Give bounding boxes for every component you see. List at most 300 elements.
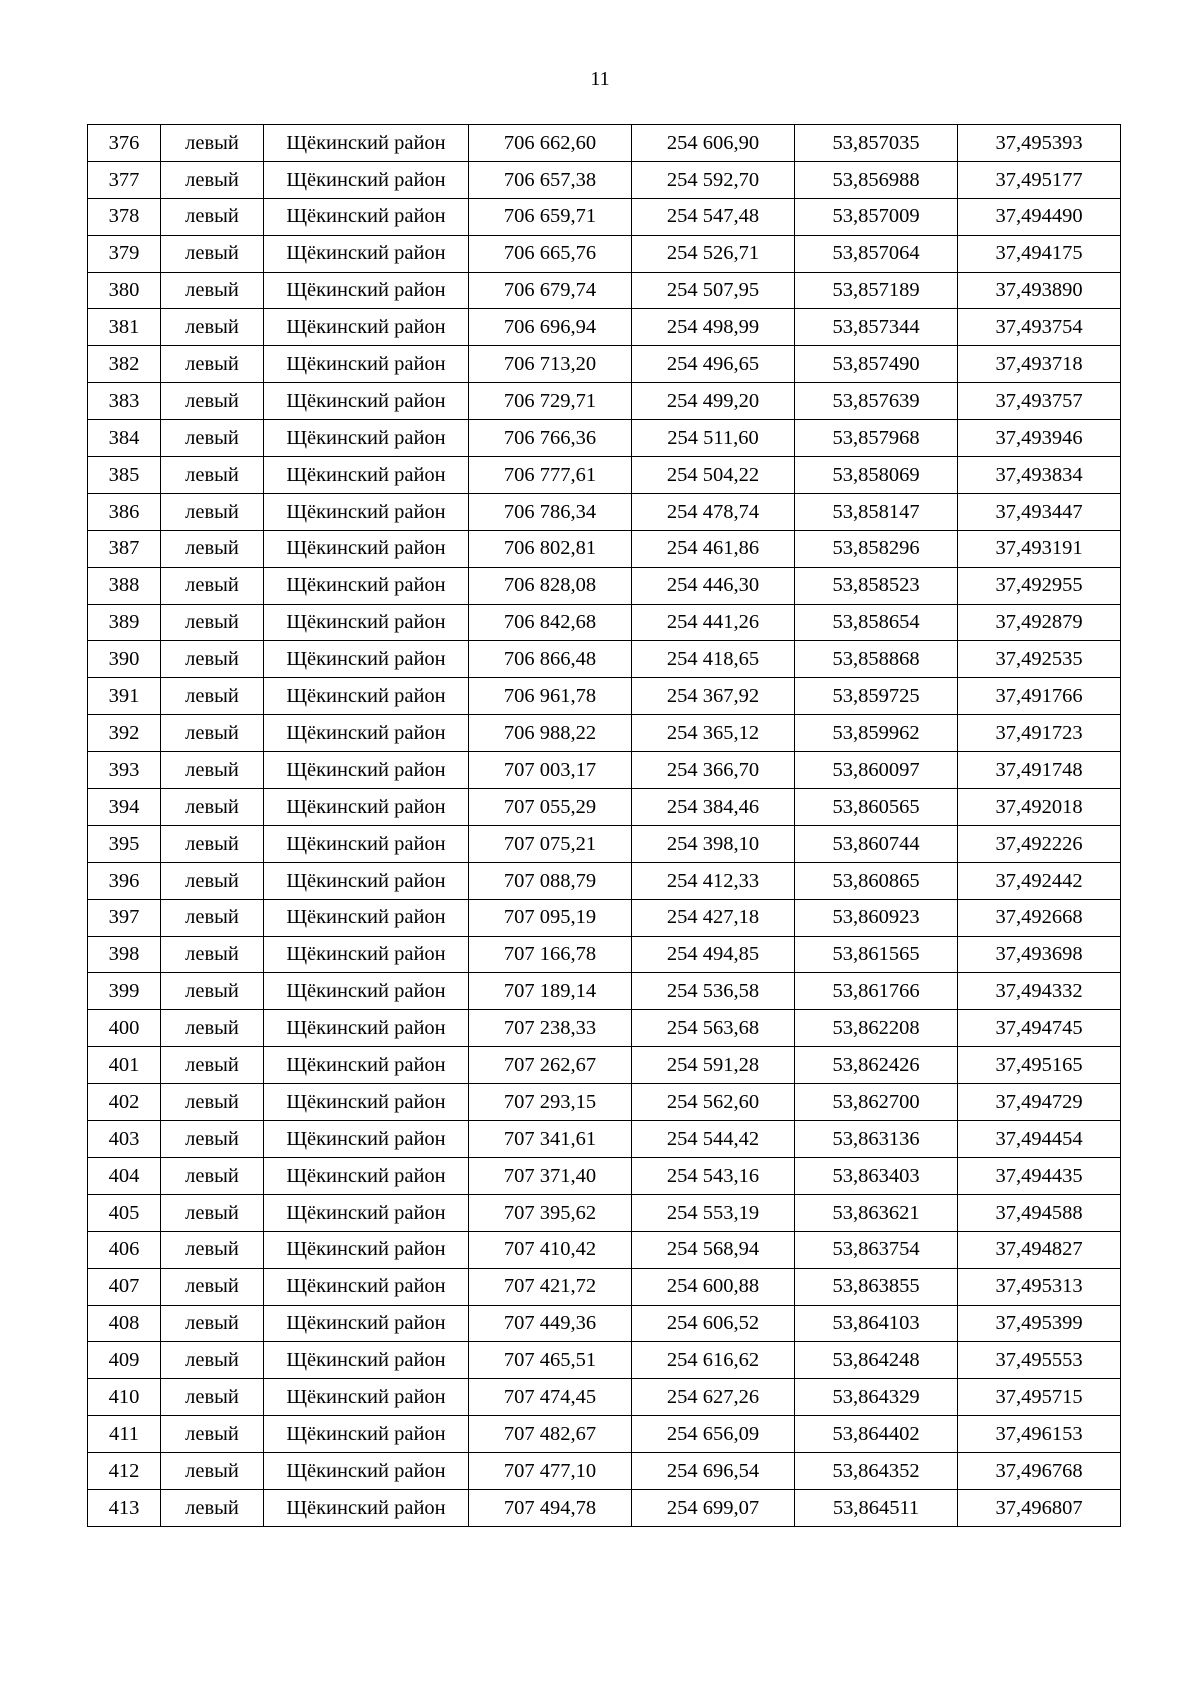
bank-side-cell: левый — [161, 1416, 264, 1453]
latitude-cell: 53,858523 — [795, 567, 958, 604]
y-coordinate-cell: 254 412,33 — [632, 862, 795, 899]
district-cell: Щёкинский район — [264, 1047, 469, 1084]
y-coordinate-cell: 254 591,28 — [632, 1047, 795, 1084]
x-coordinate-cell: 707 189,14 — [469, 973, 632, 1010]
district-cell: Щёкинский район — [264, 198, 469, 235]
point-number-cell: 376 — [88, 125, 161, 162]
latitude-cell: 53,857639 — [795, 383, 958, 420]
latitude-cell: 53,861565 — [795, 936, 958, 973]
table-row — [88, 678, 1121, 715]
longitude-cell: 37,494175 — [958, 235, 1121, 272]
district-cell: Щёкинский район — [264, 1268, 469, 1305]
table-row — [88, 862, 1121, 899]
longitude-cell: 37,494435 — [958, 1157, 1121, 1194]
latitude-cell: 53,860097 — [795, 752, 958, 789]
longitude-cell: 37,492226 — [958, 825, 1121, 862]
district-cell: Щёкинский район — [264, 457, 469, 494]
district-cell: Щёкинский район — [264, 1010, 469, 1047]
point-number-cell: 406 — [88, 1231, 161, 1268]
longitude-cell: 37,496768 — [958, 1453, 1121, 1490]
longitude-cell: 37,493447 — [958, 493, 1121, 530]
table-row — [88, 936, 1121, 973]
point-number-cell: 388 — [88, 567, 161, 604]
point-number-cell: 383 — [88, 383, 161, 420]
y-coordinate-cell: 254 699,07 — [632, 1489, 795, 1526]
longitude-cell: 37,493890 — [958, 272, 1121, 309]
table-row — [88, 641, 1121, 678]
table-row — [88, 1194, 1121, 1231]
point-number-cell: 385 — [88, 457, 161, 494]
latitude-cell: 53,860744 — [795, 825, 958, 862]
district-cell: Щёкинский район — [264, 309, 469, 346]
longitude-cell: 37,495393 — [958, 125, 1121, 162]
y-coordinate-cell: 254 365,12 — [632, 715, 795, 752]
district-cell: Щёкинский район — [264, 1416, 469, 1453]
bank-side-cell: левый — [161, 198, 264, 235]
y-coordinate-cell: 254 616,62 — [632, 1342, 795, 1379]
district-cell: Щёкинский район — [264, 899, 469, 936]
point-number-cell: 410 — [88, 1379, 161, 1416]
point-number-cell: 381 — [88, 309, 161, 346]
table-row — [88, 235, 1121, 272]
table-body — [88, 125, 1121, 1527]
x-coordinate-cell: 707 395,62 — [469, 1194, 632, 1231]
district-cell: Щёкинский район — [264, 1194, 469, 1231]
y-coordinate-cell: 254 384,46 — [632, 789, 795, 826]
longitude-cell: 37,494588 — [958, 1194, 1121, 1231]
point-number-cell: 405 — [88, 1194, 161, 1231]
x-coordinate-cell: 707 088,79 — [469, 862, 632, 899]
x-coordinate-cell: 707 293,15 — [469, 1084, 632, 1121]
district-cell: Щёкинский район — [264, 715, 469, 752]
bank-side-cell: левый — [161, 420, 264, 457]
x-coordinate-cell: 706 961,78 — [469, 678, 632, 715]
latitude-cell: 53,864248 — [795, 1342, 958, 1379]
latitude-cell: 53,858868 — [795, 641, 958, 678]
district-cell: Щёкинский район — [264, 752, 469, 789]
district-cell: Щёкинский район — [264, 125, 469, 162]
longitude-cell: 37,491748 — [958, 752, 1121, 789]
bank-side-cell: левый — [161, 161, 264, 198]
latitude-cell: 53,864352 — [795, 1453, 958, 1490]
district-cell: Щёкинский район — [264, 825, 469, 862]
table-row — [88, 161, 1121, 198]
district-cell: Щёкинский район — [264, 973, 469, 1010]
district-cell: Щёкинский район — [264, 1084, 469, 1121]
longitude-cell: 37,495399 — [958, 1305, 1121, 1342]
bank-side-cell: левый — [161, 752, 264, 789]
longitude-cell: 37,492668 — [958, 899, 1121, 936]
y-coordinate-cell: 254 563,68 — [632, 1010, 795, 1047]
latitude-cell: 53,861766 — [795, 973, 958, 1010]
table-row — [88, 789, 1121, 826]
table-row — [88, 973, 1121, 1010]
table-row — [88, 493, 1121, 530]
longitude-cell: 37,492955 — [958, 567, 1121, 604]
bank-side-cell: левый — [161, 235, 264, 272]
latitude-cell: 53,857189 — [795, 272, 958, 309]
point-number-cell: 377 — [88, 161, 161, 198]
point-number-cell: 409 — [88, 1342, 161, 1379]
table-row — [88, 899, 1121, 936]
x-coordinate-cell: 706 786,34 — [469, 493, 632, 530]
bank-side-cell: левый — [161, 309, 264, 346]
point-number-cell: 392 — [88, 715, 161, 752]
point-number-cell: 380 — [88, 272, 161, 309]
point-number-cell: 396 — [88, 862, 161, 899]
y-coordinate-cell: 254 441,26 — [632, 604, 795, 641]
point-number-cell: 400 — [88, 1010, 161, 1047]
x-coordinate-cell: 707 410,42 — [469, 1231, 632, 1268]
y-coordinate-cell: 254 544,42 — [632, 1121, 795, 1158]
bank-side-cell: левый — [161, 1342, 264, 1379]
district-cell: Щёкинский район — [264, 789, 469, 826]
point-number-cell: 402 — [88, 1084, 161, 1121]
latitude-cell: 53,856988 — [795, 161, 958, 198]
point-number-cell: 413 — [88, 1489, 161, 1526]
x-coordinate-cell: 707 371,40 — [469, 1157, 632, 1194]
longitude-cell: 37,494729 — [958, 1084, 1121, 1121]
table-row — [88, 825, 1121, 862]
longitude-cell: 37,494745 — [958, 1010, 1121, 1047]
latitude-cell: 53,863754 — [795, 1231, 958, 1268]
district-cell: Щёкинский район — [264, 420, 469, 457]
latitude-cell: 53,864402 — [795, 1416, 958, 1453]
latitude-cell: 53,864329 — [795, 1379, 958, 1416]
table-row — [88, 1379, 1121, 1416]
point-number-cell: 391 — [88, 678, 161, 715]
longitude-cell: 37,492879 — [958, 604, 1121, 641]
y-coordinate-cell: 254 547,48 — [632, 198, 795, 235]
y-coordinate-cell: 254 446,30 — [632, 567, 795, 604]
table-row — [88, 198, 1121, 235]
bank-side-cell: левый — [161, 125, 264, 162]
bank-side-cell: левый — [161, 678, 264, 715]
y-coordinate-cell: 254 543,16 — [632, 1157, 795, 1194]
point-number-cell: 378 — [88, 198, 161, 235]
x-coordinate-cell: 706 988,22 — [469, 715, 632, 752]
latitude-cell: 53,863621 — [795, 1194, 958, 1231]
y-coordinate-cell: 254 600,88 — [632, 1268, 795, 1305]
district-cell: Щёкинский район — [264, 604, 469, 641]
x-coordinate-cell: 707 166,78 — [469, 936, 632, 973]
longitude-cell: 37,496153 — [958, 1416, 1121, 1453]
longitude-cell: 37,493754 — [958, 309, 1121, 346]
y-coordinate-cell: 254 418,65 — [632, 641, 795, 678]
bank-side-cell: левый — [161, 825, 264, 862]
y-coordinate-cell: 254 511,60 — [632, 420, 795, 457]
point-number-cell: 379 — [88, 235, 161, 272]
point-number-cell: 403 — [88, 1121, 161, 1158]
y-coordinate-cell: 254 507,95 — [632, 272, 795, 309]
x-coordinate-cell: 707 421,72 — [469, 1268, 632, 1305]
bank-side-cell: левый — [161, 1305, 264, 1342]
bank-side-cell: левый — [161, 383, 264, 420]
point-number-cell: 398 — [88, 936, 161, 973]
longitude-cell: 37,496807 — [958, 1489, 1121, 1526]
longitude-cell: 37,494490 — [958, 198, 1121, 235]
longitude-cell: 37,494332 — [958, 973, 1121, 1010]
table-row — [88, 1121, 1121, 1158]
y-coordinate-cell: 254 496,65 — [632, 346, 795, 383]
point-number-cell: 384 — [88, 420, 161, 457]
x-coordinate-cell: 707 238,33 — [469, 1010, 632, 1047]
table-row — [88, 1416, 1121, 1453]
latitude-cell: 53,858069 — [795, 457, 958, 494]
x-coordinate-cell: 707 341,61 — [469, 1121, 632, 1158]
longitude-cell: 37,495553 — [958, 1342, 1121, 1379]
latitude-cell: 53,858654 — [795, 604, 958, 641]
bank-side-cell: левый — [161, 567, 264, 604]
bank-side-cell: левый — [161, 1268, 264, 1305]
longitude-cell: 37,493191 — [958, 530, 1121, 567]
longitude-cell: 37,492535 — [958, 641, 1121, 678]
point-number-cell: 407 — [88, 1268, 161, 1305]
table-row — [88, 567, 1121, 604]
point-number-cell: 404 — [88, 1157, 161, 1194]
y-coordinate-cell: 254 696,54 — [632, 1453, 795, 1490]
table-row — [88, 457, 1121, 494]
table-row — [88, 1157, 1121, 1194]
y-coordinate-cell: 254 494,85 — [632, 936, 795, 973]
point-number-cell: 390 — [88, 641, 161, 678]
point-number-cell: 401 — [88, 1047, 161, 1084]
bank-side-cell: левый — [161, 1084, 264, 1121]
longitude-cell: 37,493946 — [958, 420, 1121, 457]
x-coordinate-cell: 706 659,71 — [469, 198, 632, 235]
y-coordinate-cell: 254 367,92 — [632, 678, 795, 715]
district-cell: Щёкинский район — [264, 1305, 469, 1342]
latitude-cell: 53,863855 — [795, 1268, 958, 1305]
longitude-cell: 37,494454 — [958, 1121, 1121, 1158]
latitude-cell: 53,858147 — [795, 493, 958, 530]
y-coordinate-cell: 254 498,99 — [632, 309, 795, 346]
longitude-cell: 37,493718 — [958, 346, 1121, 383]
latitude-cell: 53,857968 — [795, 420, 958, 457]
y-coordinate-cell: 254 606,90 — [632, 125, 795, 162]
longitude-cell: 37,492018 — [958, 789, 1121, 826]
bank-side-cell: левый — [161, 493, 264, 530]
district-cell: Щёкинский район — [264, 1342, 469, 1379]
longitude-cell: 37,495177 — [958, 161, 1121, 198]
table-row — [88, 346, 1121, 383]
point-number-cell: 397 — [88, 899, 161, 936]
x-coordinate-cell: 707 449,36 — [469, 1305, 632, 1342]
latitude-cell: 53,857490 — [795, 346, 958, 383]
x-coordinate-cell: 706 802,81 — [469, 530, 632, 567]
bank-side-cell: левый — [161, 457, 264, 494]
x-coordinate-cell: 707 465,51 — [469, 1342, 632, 1379]
bank-side-cell: левый — [161, 936, 264, 973]
latitude-cell: 53,863136 — [795, 1121, 958, 1158]
latitude-cell: 53,857035 — [795, 125, 958, 162]
x-coordinate-cell: 707 477,10 — [469, 1453, 632, 1490]
latitude-cell: 53,859962 — [795, 715, 958, 752]
latitude-cell: 53,862208 — [795, 1010, 958, 1047]
district-cell: Щёкинский район — [264, 567, 469, 604]
bank-side-cell: левый — [161, 530, 264, 567]
district-cell: Щёкинский район — [264, 936, 469, 973]
point-number-cell: 389 — [88, 604, 161, 641]
longitude-cell: 37,495165 — [958, 1047, 1121, 1084]
table-row — [88, 420, 1121, 457]
district-cell: Щёкинский район — [264, 383, 469, 420]
table-row — [88, 1047, 1121, 1084]
latitude-cell: 53,862426 — [795, 1047, 958, 1084]
bank-side-cell: левый — [161, 973, 264, 1010]
point-number-cell: 393 — [88, 752, 161, 789]
table-row — [88, 383, 1121, 420]
bank-side-cell: левый — [161, 346, 264, 383]
bank-side-cell: левый — [161, 1194, 264, 1231]
bank-side-cell: левый — [161, 899, 264, 936]
point-number-cell: 386 — [88, 493, 161, 530]
latitude-cell: 53,857344 — [795, 309, 958, 346]
bank-side-cell: левый — [161, 1121, 264, 1158]
latitude-cell: 53,860565 — [795, 789, 958, 826]
x-coordinate-cell: 706 777,61 — [469, 457, 632, 494]
y-coordinate-cell: 254 592,70 — [632, 161, 795, 198]
latitude-cell: 53,860865 — [795, 862, 958, 899]
x-coordinate-cell: 707 055,29 — [469, 789, 632, 826]
table-row — [88, 125, 1121, 162]
x-coordinate-cell: 707 474,45 — [469, 1379, 632, 1416]
bank-side-cell: левый — [161, 1047, 264, 1084]
point-number-cell: 394 — [88, 789, 161, 826]
y-coordinate-cell: 254 398,10 — [632, 825, 795, 862]
x-coordinate-cell: 706 729,71 — [469, 383, 632, 420]
latitude-cell: 53,859725 — [795, 678, 958, 715]
y-coordinate-cell: 254 536,58 — [632, 973, 795, 1010]
longitude-cell: 37,491723 — [958, 715, 1121, 752]
x-coordinate-cell: 706 828,08 — [469, 567, 632, 604]
x-coordinate-cell: 706 657,38 — [469, 161, 632, 198]
y-coordinate-cell: 254 499,20 — [632, 383, 795, 420]
y-coordinate-cell: 254 606,52 — [632, 1305, 795, 1342]
point-number-cell: 382 — [88, 346, 161, 383]
latitude-cell: 53,864511 — [795, 1489, 958, 1526]
bank-side-cell: левый — [161, 1157, 264, 1194]
coordinates-table — [87, 124, 1121, 1527]
longitude-cell: 37,493834 — [958, 457, 1121, 494]
bank-side-cell: левый — [161, 862, 264, 899]
y-coordinate-cell: 254 562,60 — [632, 1084, 795, 1121]
y-coordinate-cell: 254 504,22 — [632, 457, 795, 494]
longitude-cell: 37,492442 — [958, 862, 1121, 899]
district-cell: Щёкинский район — [264, 1379, 469, 1416]
district-cell: Щёкинский район — [264, 1453, 469, 1490]
y-coordinate-cell: 254 627,26 — [632, 1379, 795, 1416]
bank-side-cell: левый — [161, 1379, 264, 1416]
x-coordinate-cell: 707 095,19 — [469, 899, 632, 936]
bank-side-cell: левый — [161, 789, 264, 826]
y-coordinate-cell: 254 366,70 — [632, 752, 795, 789]
table-row — [88, 1342, 1121, 1379]
x-coordinate-cell: 706 713,20 — [469, 346, 632, 383]
bank-side-cell: левый — [161, 641, 264, 678]
latitude-cell: 53,857064 — [795, 235, 958, 272]
latitude-cell: 53,864103 — [795, 1305, 958, 1342]
point-number-cell: 412 — [88, 1453, 161, 1490]
point-number-cell: 395 — [88, 825, 161, 862]
district-cell: Щёкинский район — [264, 641, 469, 678]
x-coordinate-cell: 706 766,36 — [469, 420, 632, 457]
y-coordinate-cell: 254 553,19 — [632, 1194, 795, 1231]
latitude-cell: 53,862700 — [795, 1084, 958, 1121]
x-coordinate-cell: 706 665,76 — [469, 235, 632, 272]
table-row — [88, 1453, 1121, 1490]
district-cell: Щёкинский район — [264, 1157, 469, 1194]
table-row — [88, 1010, 1121, 1047]
table-row — [88, 604, 1121, 641]
x-coordinate-cell: 707 482,67 — [469, 1416, 632, 1453]
district-cell: Щёкинский район — [264, 862, 469, 899]
table-row — [88, 309, 1121, 346]
latitude-cell: 53,858296 — [795, 530, 958, 567]
table-row — [88, 752, 1121, 789]
bank-side-cell: левый — [161, 272, 264, 309]
district-cell: Щёкинский район — [264, 678, 469, 715]
table-row — [88, 1084, 1121, 1121]
x-coordinate-cell: 706 866,48 — [469, 641, 632, 678]
y-coordinate-cell: 254 656,09 — [632, 1416, 795, 1453]
y-coordinate-cell: 254 461,86 — [632, 530, 795, 567]
longitude-cell: 37,491766 — [958, 678, 1121, 715]
point-number-cell: 387 — [88, 530, 161, 567]
bank-side-cell: левый — [161, 1010, 264, 1047]
longitude-cell: 37,494827 — [958, 1231, 1121, 1268]
point-number-cell: 411 — [88, 1416, 161, 1453]
bank-side-cell: левый — [161, 1453, 264, 1490]
district-cell: Щёкинский район — [264, 530, 469, 567]
district-cell: Щёкинский район — [264, 161, 469, 198]
y-coordinate-cell: 254 526,71 — [632, 235, 795, 272]
bank-side-cell: левый — [161, 1231, 264, 1268]
table-row — [88, 1231, 1121, 1268]
point-number-cell: 408 — [88, 1305, 161, 1342]
longitude-cell: 37,493698 — [958, 936, 1121, 973]
longitude-cell: 37,493757 — [958, 383, 1121, 420]
y-coordinate-cell: 254 568,94 — [632, 1231, 795, 1268]
longitude-cell: 37,495715 — [958, 1379, 1121, 1416]
x-coordinate-cell: 706 662,60 — [469, 125, 632, 162]
bank-side-cell: левый — [161, 715, 264, 752]
latitude-cell: 53,857009 — [795, 198, 958, 235]
district-cell: Щёкинский район — [264, 1121, 469, 1158]
district-cell: Щёкинский район — [264, 493, 469, 530]
district-cell: Щёкинский район — [264, 1489, 469, 1526]
table-row — [88, 1489, 1121, 1526]
longitude-cell: 37,495313 — [958, 1268, 1121, 1305]
y-coordinate-cell: 254 427,18 — [632, 899, 795, 936]
district-cell: Щёкинский район — [264, 1231, 469, 1268]
x-coordinate-cell: 706 679,74 — [469, 272, 632, 309]
table-row — [88, 1268, 1121, 1305]
district-cell: Щёкинский район — [264, 346, 469, 383]
latitude-cell: 53,863403 — [795, 1157, 958, 1194]
page-number: 11 — [590, 68, 610, 90]
x-coordinate-cell: 707 494,78 — [469, 1489, 632, 1526]
table-row — [88, 1305, 1121, 1342]
x-coordinate-cell: 707 262,67 — [469, 1047, 632, 1084]
latitude-cell: 53,860923 — [795, 899, 958, 936]
table-row — [88, 715, 1121, 752]
bank-side-cell: левый — [161, 604, 264, 641]
y-coordinate-cell: 254 478,74 — [632, 493, 795, 530]
table-row — [88, 530, 1121, 567]
x-coordinate-cell: 706 696,94 — [469, 309, 632, 346]
x-coordinate-cell: 707 003,17 — [469, 752, 632, 789]
